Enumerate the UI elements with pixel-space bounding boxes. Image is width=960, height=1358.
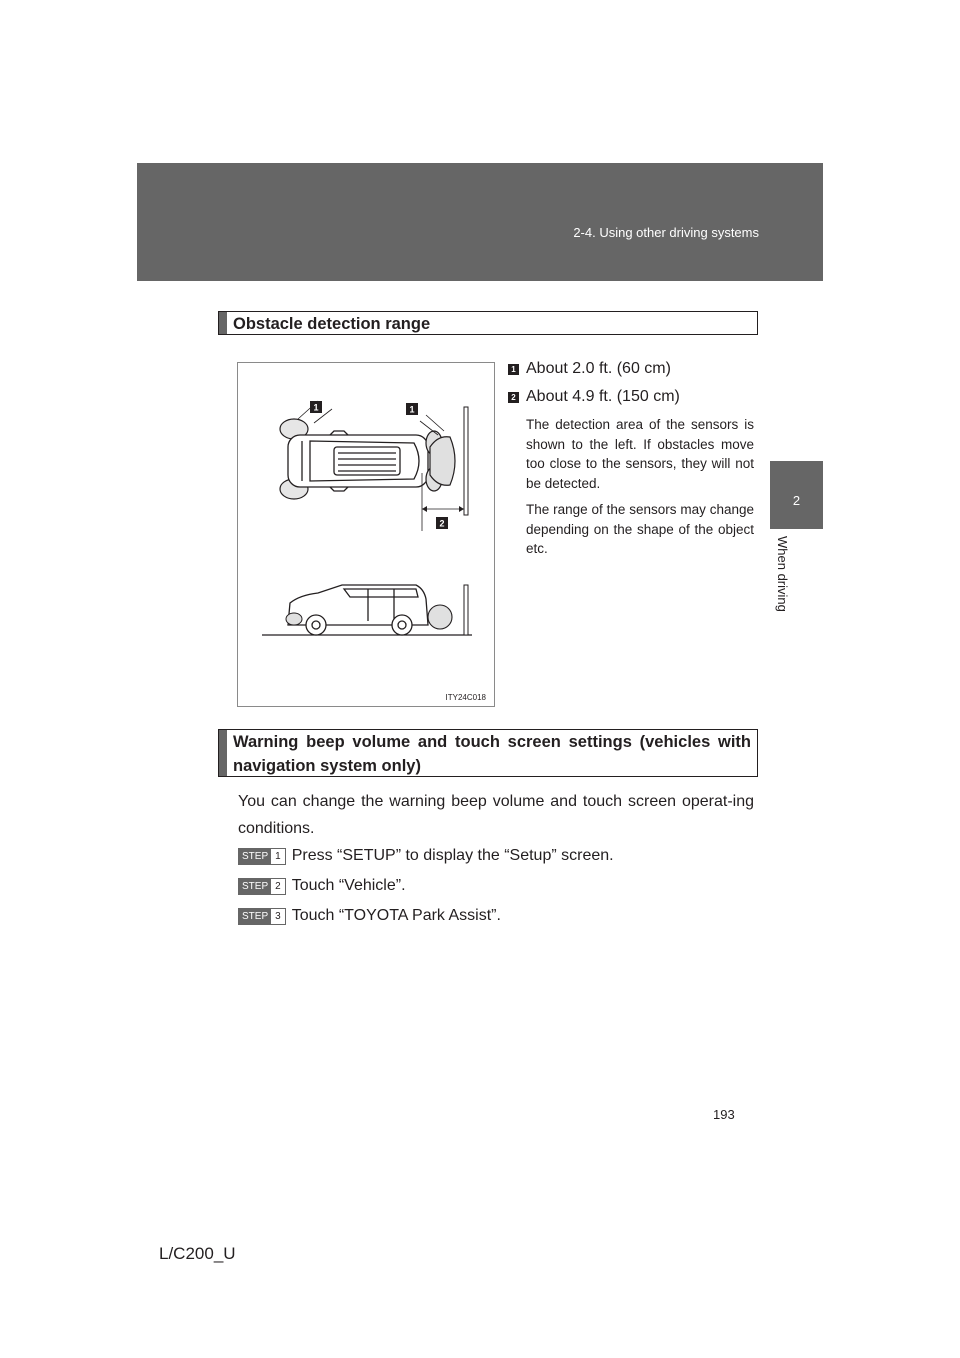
detection-range-illustration <box>238 363 494 706</box>
rear-side-sensor-zone <box>286 613 302 625</box>
range-item-2 <box>508 388 680 406</box>
model-code: L/C200_U <box>159 1244 236 1263</box>
step-1-text: Press “SETUP” to display the “Setup” screen. <box>291 847 614 864</box>
range-item-1 <box>508 360 671 378</box>
step-2-tag: STEP 2 <box>238 878 286 895</box>
detection-range-figure <box>237 362 495 707</box>
front-side-sensor-zone <box>428 605 452 629</box>
vehicle-top-view <box>288 431 428 491</box>
svg-text:2: 2 <box>439 518 445 529</box>
section-title: 2-4. Using other driving systems <box>573 225 759 240</box>
chapter-label: When driving <box>775 536 790 612</box>
step-3 <box>238 907 501 925</box>
svg-text:1: 1 <box>409 404 415 415</box>
warning-settings-heading-bar <box>218 729 758 777</box>
section-header-band <box>137 163 823 281</box>
obstacle-wall-top <box>464 407 468 515</box>
step-1 <box>238 847 614 865</box>
page-number: 193 <box>713 1107 735 1122</box>
svg-text:1: 1 <box>313 402 319 413</box>
range-text-1: About 2.0 ft. (60 cm) <box>526 360 671 377</box>
vehicle-side-view <box>288 585 428 635</box>
range-text-2: About 4.9 ft. (150 cm) <box>526 388 680 405</box>
front-sensor-zones <box>426 431 455 491</box>
range-badge-1: 1 <box>508 364 519 375</box>
obstacle-range-heading-bar <box>218 311 758 335</box>
detection-note: The detection area of the sensors is shown to the left. If obstacles move too close to the sensors, they will not be detected. <box>526 417 754 491</box>
step-3-text: Touch “TOYOTA Park Assist”. <box>291 907 501 924</box>
step-2-text: Touch “Vehicle”. <box>291 877 406 894</box>
figure-code: ITY24C018 <box>445 693 486 702</box>
range-badge-2: 2 <box>508 392 519 403</box>
range-note: The range of the sensors may change depending on the shape of the object etc. <box>526 502 754 556</box>
chapter-tab <box>770 461 823 529</box>
step-2 <box>238 877 406 895</box>
chapter-label-container <box>768 534 798 634</box>
chapter-number: 2 <box>792 493 801 508</box>
warning-settings-heading: Warning beep volume and touch screen settings (vehicles with navigation system only) <box>233 733 751 775</box>
step-1-tag: STEP 1 <box>238 848 286 865</box>
obstacle-range-heading: Obstacle detection range <box>233 315 431 333</box>
step-3-tag: STEP 3 <box>238 908 286 925</box>
warning-settings-intro: You can change the warning beep volume and touch screen operat-ing conditions. <box>238 793 754 837</box>
obstacle-wall-side <box>464 585 468 635</box>
